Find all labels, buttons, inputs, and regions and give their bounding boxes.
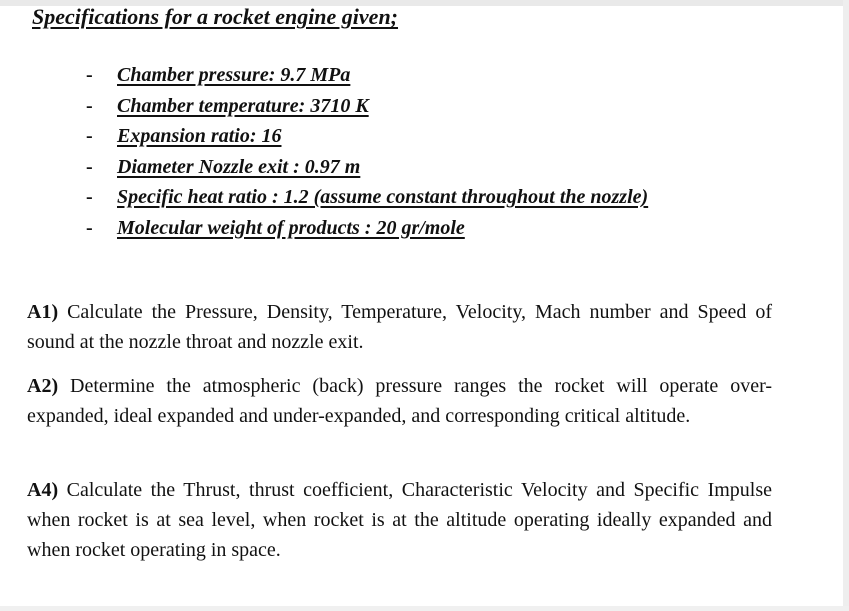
spec-item-chamber-pressure [86,64,648,95]
list-dash: - [86,94,93,117]
list-dash: - [86,216,93,239]
spec-text: Diameter Nozzle exit : 0.97 m [117,155,361,178]
question-label: A4) [27,479,59,501]
spec-item-chamber-temperature [86,95,648,126]
question-text: Calculate the Pressure, Density, Temperature, Velocity, Mach number and Speed of sound at the nozzle throat and nozzle exit. [27,301,772,353]
question-text: Determine the atmospheric (back) pressure ranges the rocket will operate over-expanded, ideal expanded and under-expanded, and corresponding critical altitude. [27,375,773,427]
question-label: A2) [27,375,59,397]
spec-text: Specific heat ratio : 1.2 (assume constant throughout the nozzle) [117,186,649,208]
specifications-heading: Specifications for a rocket engine given; [32,4,399,29]
question-a4 [27,475,772,565]
spec-text: Expansion ratio: 16 [117,125,282,147]
spec-text: Chamber pressure: 9.7 MPa [117,64,351,86]
question-label: A1) [27,301,59,323]
spec-item-molecular-weight [86,217,648,248]
spec-item-expansion-ratio [86,125,648,156]
list-dash: - [86,125,93,147]
list-dash: - [86,186,93,208]
specifications-list [86,64,648,247]
list-dash: - [86,155,93,178]
list-dash: - [86,64,93,86]
question-a1 [27,297,772,357]
spec-text: Molecular weight of products : 20 gr/mole [117,216,465,239]
spec-item-nozzle-exit-diameter [86,156,648,187]
window-frame-bottom [0,606,849,611]
spec-text: Chamber temperature: 3710 K [117,94,369,117]
window-frame-right [843,0,849,611]
spec-item-specific-heat-ratio [86,186,648,217]
question-text: Calculate the Thrust, thrust coefficient, Characteristic Velocity and Specific Impulse when rocket is at sea level, when rocket is at the altitude operating ideally expanded and when rocket operating in space. [27,479,773,561]
question-a2 [27,371,772,431]
